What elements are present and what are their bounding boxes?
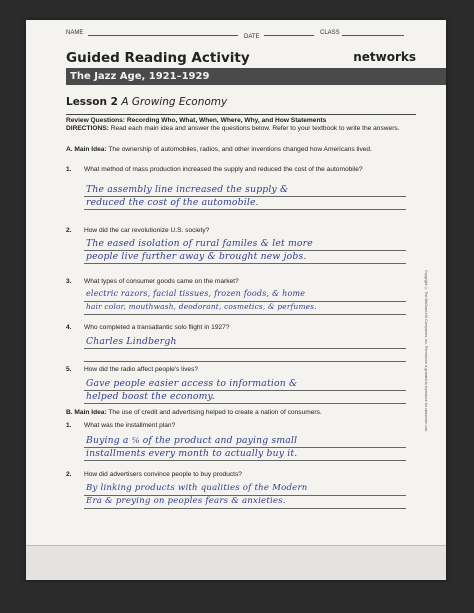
- main-idea-label: A. Main Idea:: [66, 146, 107, 153]
- question-number: 5.: [66, 366, 72, 373]
- handwritten-answer: electric razors, facial tissues, frozen foods, & home: [86, 289, 306, 298]
- handwritten-answer: Gave people easier access to information &: [86, 378, 298, 389]
- lesson-heading: [66, 96, 227, 108]
- question-text: What types of consumer goods came on the market?: [84, 278, 239, 285]
- handwritten-answer: The eased isolation of rural familes & let more: [86, 238, 313, 249]
- answer-line: [84, 263, 406, 264]
- class-line: [342, 35, 404, 36]
- question-number: 3.: [66, 278, 72, 285]
- question-text: Who completed a transatlantic solo flight in 1927?: [84, 324, 230, 331]
- answer-line: [84, 508, 406, 509]
- handwritten-answer: Charles Lindbergh: [86, 336, 177, 347]
- handwritten-answer: By linking products with qualities of the Modern: [86, 483, 308, 493]
- scanner-margin: [26, 545, 446, 580]
- question-number: 2.: [66, 471, 72, 478]
- brand-logo: networks: [353, 50, 416, 64]
- date-label: DATE: [244, 34, 260, 40]
- directions-block: [66, 117, 411, 133]
- lesson-divider: [66, 114, 416, 115]
- review-heading: Review Questions: Recording Who, What, When, Where, Why, and How Statements: [66, 117, 327, 124]
- name-label: NAME: [66, 30, 84, 36]
- date-line: [264, 35, 314, 36]
- question-number: 1.: [66, 166, 72, 173]
- handwritten-answer: hair color, mouthwash, deodorant, cosmetics, & perfumes.: [86, 302, 317, 311]
- answer-line: [84, 361, 406, 362]
- main-idea-a: [66, 146, 411, 154]
- class-label: CLASS: [320, 30, 340, 36]
- lesson-number: Lesson 2: [66, 96, 118, 108]
- answer-line: [84, 209, 406, 210]
- answer-line: [84, 403, 406, 404]
- answer-line: [84, 314, 406, 315]
- question-text: What was the installment plan?: [84, 422, 176, 429]
- handwritten-answer: Buying a ℅ of the product and paying small: [86, 435, 298, 446]
- question-number: 1.: [66, 422, 72, 429]
- main-idea-text: The use of credit and advertising helped to create a nation of consumers.: [108, 409, 322, 416]
- question-number: 2.: [66, 227, 72, 234]
- answer-line: [84, 460, 406, 461]
- directions-label: DIRECTIONS:: [66, 125, 109, 132]
- main-idea-label: B. Main Idea:: [66, 409, 107, 416]
- name-line: [88, 35, 238, 36]
- copyright-notice: Copyright © The McGraw-Hill Companies, Inc. Permission is granted to reproduce for classroom use.: [424, 270, 428, 433]
- handwritten-answer: Era & preying on peoples fears & anxieties.: [86, 496, 286, 506]
- question-number: 4.: [66, 324, 72, 331]
- lesson-name: A Growing Economy: [121, 96, 228, 108]
- handwritten-answer: helped boost the economy.: [86, 391, 215, 402]
- question-text: How did advertisers convince people to buy products?: [84, 471, 242, 478]
- directions-text: Read each main idea and answer the questions below. Refer to your textbook to write the answers.: [110, 125, 400, 132]
- handwritten-answer: The assembly line increased the supply &: [86, 184, 289, 195]
- main-idea-b: [66, 409, 411, 417]
- question-text: What method of mass production increased the supply and reduced the cost of the automobile?: [84, 166, 363, 173]
- chapter-banner: The Jazz Age, 1921–1929: [66, 68, 446, 85]
- handwritten-answer: installments every month to actually buy it.: [86, 448, 298, 459]
- worksheet-page: [26, 20, 446, 580]
- main-idea-text: The ownership of automobiles, radios, and other inventions changed how Americans lived.: [108, 146, 372, 153]
- answer-line: [84, 348, 406, 349]
- handwritten-answer: people live further away & brought new jobs.: [86, 251, 307, 262]
- handwritten-answer: reduced the cost of the automobile.: [86, 197, 259, 208]
- question-text: How did the car revolutionize U.S. society?: [84, 227, 210, 234]
- question-text: How did the radio affect people's lives?: [84, 366, 199, 373]
- page-title: Guided Reading Activity: [66, 50, 250, 66]
